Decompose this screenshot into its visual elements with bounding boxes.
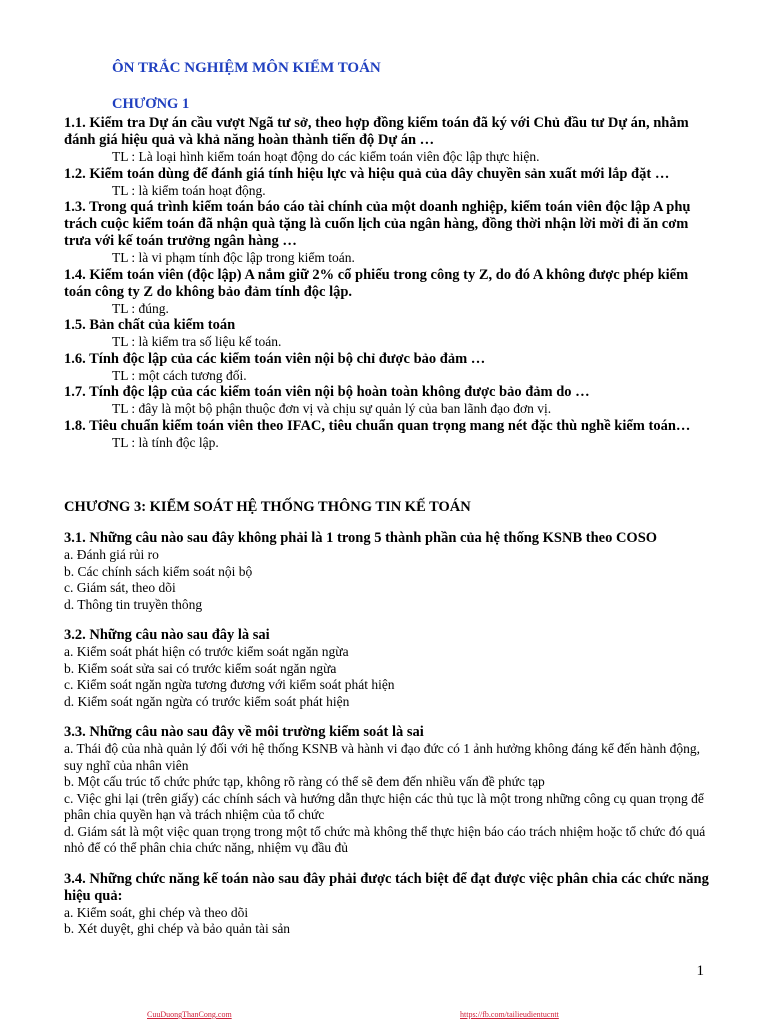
question-1-4: 1.4. Kiểm toán viên (độc lập) A nắm giữ 2% cổ phiếu trong công ty Z, do đó A không được phép kiểm toán công ty Z do không bảo đảm tính độc lập. — [64, 266, 689, 300]
option-3-1-c: c. Giám sát, theo dõi — [64, 580, 176, 595]
chapter3-section — [64, 499, 716, 938]
option-3-3-a: a. Thái độ của nhà quản lý đối với hệ thống KSNB và hành vi đạo đức có 1 ảnh hưởng không đáng kể đến hành động, suy nghĩ của nhân viên — [64, 741, 701, 773]
question-3-4: 3.4. Những chức năng kế toán nào sau đây phải được tách biệt để đạt được việc phân chia các chức năng hiệu quả: — [64, 870, 709, 904]
option-3-2-b: b. Kiểm soát sửa sai có trước kiểm soát ngăn ngừa — [64, 660, 337, 676]
option-3-2-c: c. Kiểm soát ngăn ngừa tương đương với kiểm soát phát hiện — [64, 677, 395, 692]
question-3-1: 3.1. Những câu nào sau đây không phải là 1 trong 5 thành phần của hệ thống KSNB theo COSO — [64, 530, 658, 546]
option-3-1-b: b. Các chính sách kiểm soát nội bộ — [64, 563, 253, 579]
question-1-2: 1.2. Kiểm toán dùng để đánh giá tính hiệu lực và hiệu quả của dây chuyền sản xuất mới lắp đặt … — [64, 165, 670, 182]
option-3-2-d: d. Kiểm soát ngăn ngừa có trước kiểm soát phát hiện — [64, 693, 350, 709]
question-1-8: 1.8. Tiêu chuẩn kiểm toán viên theo IFAC, tiêu chuẩn quan trọng mang nét đặc thù nghề kiểm toán… — [64, 417, 691, 434]
footer-link-left[interactable]: CuuDuongThanCong.com — [147, 1010, 232, 1019]
question-1-7: 1.7. Tính độc lập của các kiểm toán viên nội bộ hoàn toàn không được bảo đảm do … — [64, 384, 590, 400]
chapter3-heading: CHƯƠNG 3: KIỂM SOÁT HỆ THỐNG THÔNG TIN KẾ TOÁN — [64, 499, 471, 515]
question-3-3: 3.3. Những câu nào sau đây về môi trường kiểm soát là sai — [64, 724, 424, 740]
chapter1-heading: CHƯƠNG 1 — [112, 96, 190, 112]
option-3-3-c: c. Việc ghi lại (trên giấy) các chính sách và hướng dẫn thực hiện các thủ tục là một trong những công cụ quan trọng để phân chia quyền hạn và trách nhiệm của tổ chức — [64, 790, 704, 822]
page-number: 1 — [696, 963, 704, 979]
answer-1-3: TL : là vi phạm tính độc lập trong kiểm toán. — [112, 250, 355, 265]
option-3-4-b: b. Xét duyệt, ghi chép và bảo quản tài sản — [64, 921, 291, 936]
answer-1-4: TL : đúng. — [112, 300, 169, 316]
option-3-2-a: a. Kiểm soát phát hiện có trước kiểm soát ngăn ngừa — [64, 644, 349, 659]
answer-1-8: TL : là tính độc lập. — [112, 434, 219, 450]
chapter1-section — [64, 96, 716, 451]
answer-1-5: TL : là kiểm tra số liệu kế toán. — [112, 334, 282, 349]
option-3-1-a: a. Đánh giá rủi ro — [64, 547, 159, 562]
answer-1-1: TL : Là loại hình kiểm toán hoạt động do các kiểm toán viên độc lập thực hiện. — [112, 149, 540, 164]
question-1-1: 1.1. Kiểm tra Dự án cầu vượt Ngã tư sở, theo hợp đồng kiểm toán đã ký với Chủ đầu tư Dự án, nhằm đánh giá hiệu quả và khả năng hoàn thành tiến độ Dự án … — [64, 115, 689, 148]
answer-1-7: TL : đây là một bộ phận thuộc đơn vị và chịu sự quản lý của ban lãnh đạo đơn vị. — [112, 401, 552, 416]
option-3-3-b: b. Một cấu trúc tổ chức phức tạp, không rõ ràng có thể sẽ đem đến nhiều vấn đề phức tạp — [64, 774, 545, 789]
question-1-3: 1.3. Trong quá trình kiểm toán báo cáo tài chính của một doanh nghiệp, kiểm toán viên độc lập A phụ trách cuộc kiểm toán đã nhận quà tặng là cuốn lịch của ngân hàng, đồng thời nhận lời mời đi ăn cơm trưa với kế toán trưởng ngân hàng … — [64, 199, 691, 249]
question-1-6: 1.6. Tính độc lập của các kiểm toán viên nội bộ chỉ được bảo đảm … — [64, 350, 486, 367]
answer-1-2: TL : là kiểm toán hoạt động. — [112, 182, 266, 198]
footer-link-right[interactable]: https://fb.com/tailieudientucntt — [460, 1010, 559, 1019]
option-3-1-d: d. Thông tin truyền thông — [64, 596, 203, 612]
answer-1-6: TL : một cách tương đối. — [112, 367, 247, 383]
document-title: ÔN TRẮC NGHIỆM MÔN KIỂM TOÁN — [112, 60, 381, 76]
question-1-5: 1.5. Bản chất của kiểm toán — [64, 317, 236, 333]
option-3-4-a: a. Kiểm soát, ghi chép và theo dõi — [64, 904, 249, 920]
option-3-3-d: d. Giám sát là một việc quan trọng trong một tổ chức mà không thể thực hiện báo cáo trách nhiệm hoặc tổ chức đó quá nhỏ để có thể phân chia chức năng, nhiệm vụ đầu đủ — [64, 823, 706, 855]
question-3-2: 3.2. Những câu nào sau đây là sai — [64, 627, 270, 643]
